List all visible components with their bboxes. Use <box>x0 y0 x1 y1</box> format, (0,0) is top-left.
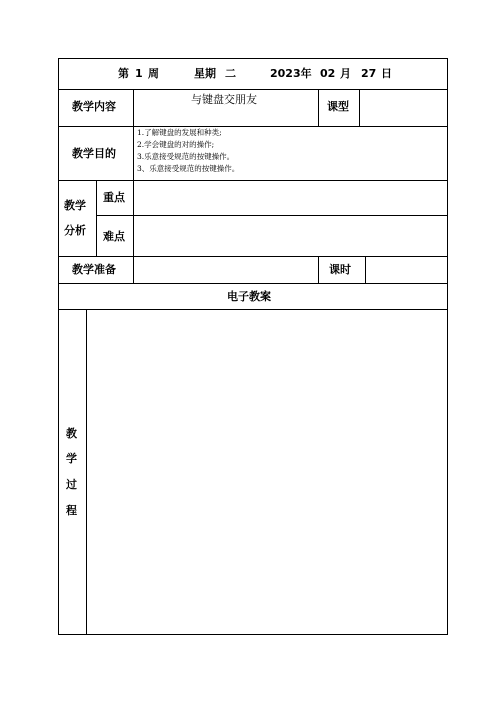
table-border-left <box>58 58 59 635</box>
col-divider <box>133 89 134 181</box>
weekday-value: 二 <box>225 67 236 80</box>
row-divider <box>58 126 448 127</box>
date-month-number: 02 <box>320 67 336 80</box>
goal-item: 1.了解键盘的发展和种类; <box>137 128 222 137</box>
col-divider <box>359 89 360 127</box>
date-day-label: 日 <box>381 67 392 80</box>
table-border-right <box>447 58 448 635</box>
process-char: 教 <box>66 427 77 440</box>
col-divider <box>133 256 134 284</box>
difficulty-label: 难点 <box>103 230 125 243</box>
col-divider <box>133 180 134 257</box>
goal-item: 2.学会键盘的对的操作; <box>137 140 215 149</box>
table-border-top <box>58 58 448 59</box>
goals-label: 教学目的 <box>72 147 116 160</box>
process-char: 程 <box>66 504 77 517</box>
key-point-label: 重点 <box>103 191 125 204</box>
row-divider <box>58 180 448 181</box>
content-label: 教学内容 <box>72 100 116 113</box>
analysis-label-line2: 分析 <box>64 224 86 237</box>
analysis-label-line1: 教学 <box>64 199 86 212</box>
process-char: 学 <box>66 452 77 465</box>
row-divider <box>58 89 448 90</box>
table-border-bottom <box>58 634 448 635</box>
date-day-number: 27 <box>361 67 377 80</box>
week-prefix: 第 <box>118 67 129 80</box>
col-divider <box>96 180 97 257</box>
weekday-label: 星期 <box>194 67 216 80</box>
week-suffix: 周 <box>148 67 159 80</box>
lesson-type-label: 课型 <box>327 100 349 113</box>
row-divider <box>96 215 448 216</box>
col-divider <box>318 89 319 127</box>
col-divider <box>86 309 87 635</box>
row-divider <box>58 256 448 257</box>
col-divider <box>365 256 366 284</box>
col-divider <box>318 256 319 284</box>
preparation-label: 教学准备 <box>72 263 116 276</box>
plan-title: 电子教案 <box>227 290 271 303</box>
process-char: 过 <box>66 478 77 491</box>
date-month-label: 月 <box>340 67 351 80</box>
date-year: 2023年 <box>270 67 312 80</box>
goal-item: 3、乐意接受规范的按键操作。 <box>137 164 240 173</box>
row-divider <box>58 283 448 284</box>
content-value: 与键盘交朋友 <box>191 93 257 106</box>
class-hours-label: 课时 <box>329 263 351 276</box>
row-divider <box>58 309 448 310</box>
week-number: 1 <box>135 67 143 80</box>
goal-item: 3.乐意接受规范的按键操作。 <box>137 152 235 161</box>
